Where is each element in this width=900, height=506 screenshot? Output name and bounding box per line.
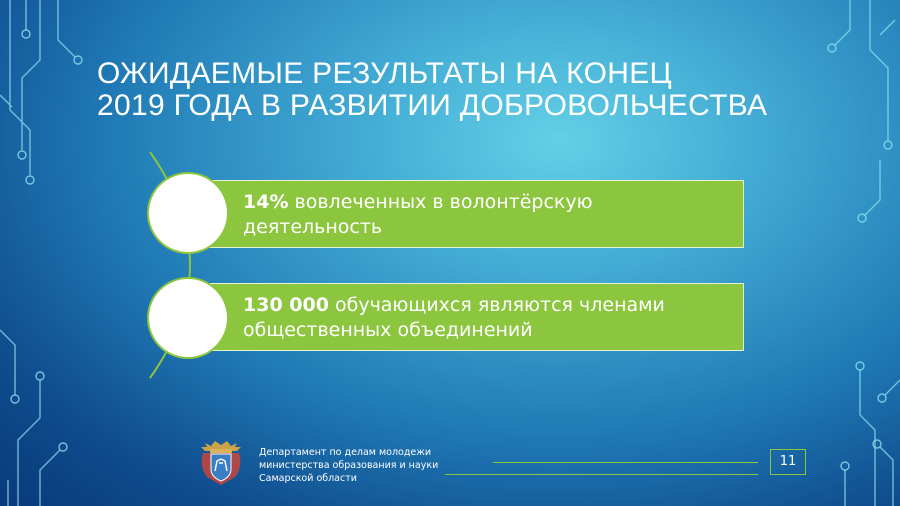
result-item-2 [188,283,744,351]
slide-title-line2: 2019 ГОДА В РАЗВИТИИ ДОБРОВОЛЬЧЕСТВА [97,89,768,122]
footer-divider-bottom [445,474,758,475]
result-item-1-text [243,190,713,240]
page-number: 11 [770,449,806,475]
slide-title-line1: ОЖИДАЕМЫЕ РЕЗУЛЬТАТЫ НА КОНЕЦ [97,57,673,90]
footer-line3: Самарской области [259,473,357,484]
footer-divider-top [493,462,758,463]
coat-of-arms-icon [199,437,243,487]
result-item-2-highlight: 130 000 [243,294,329,316]
result-item-2-circle [147,277,229,359]
footer-department [259,446,459,485]
footer-line1: Департамент по делам молодежи [259,447,432,458]
footer-line2: министерства образования и науки [259,460,439,471]
result-item-2-text [243,293,713,343]
result-item-1 [188,180,744,248]
result-item-1-highlight: 14% [243,191,289,213]
result-item-2-description: обучающихся являются членами общественных объединений [243,294,665,341]
result-item-1-circle [147,172,229,254]
result-item-1-description: вовлеченных в волонтёрскую деятельность [243,191,593,238]
